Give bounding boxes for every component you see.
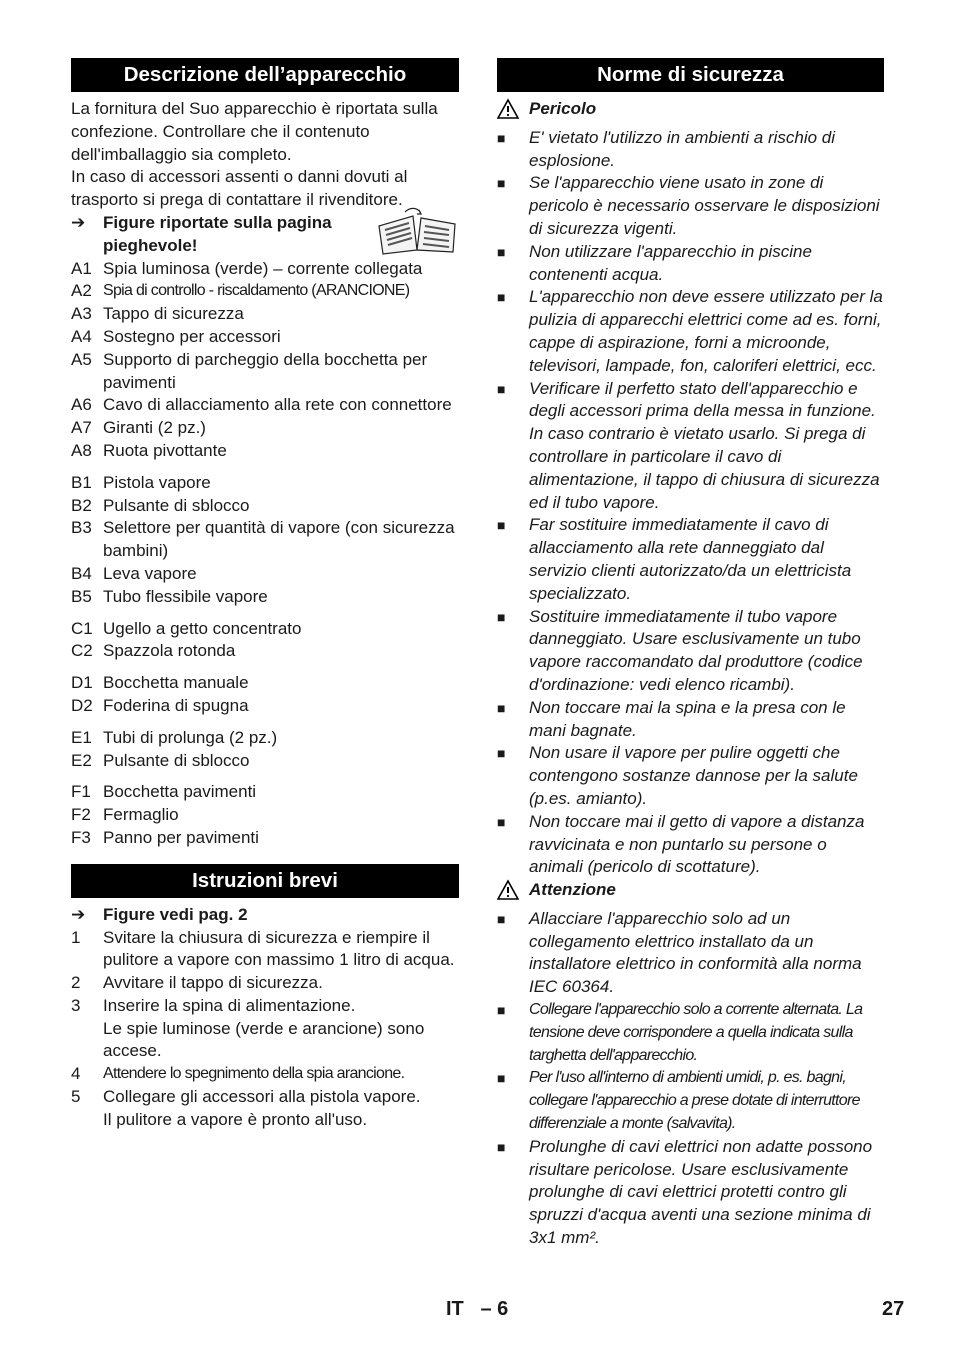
quick-instructions-section bbox=[71, 864, 459, 1132]
bullet-square-icon: ■ bbox=[497, 1138, 506, 1155]
right-column bbox=[497, 58, 884, 1250]
bullet-square-icon: ■ bbox=[497, 517, 506, 534]
step-item: 4 Attendere lo spegnimento della spia arancione. bbox=[71, 1064, 405, 1084]
steps-list bbox=[71, 927, 459, 1132]
list-item: ■ Non utilizzare l'apparecchio in piscine contenenti acqua. bbox=[497, 241, 884, 287]
footer-language-page: IT – 6 bbox=[446, 1298, 509, 1320]
bullet-square-icon: ■ bbox=[497, 699, 506, 716]
figure-hint-text: Figure riportate sulla pagina pieghevole! bbox=[103, 212, 332, 255]
list-item: ■ Per l'uso all'interno di ambienti umidi, p. es. bagni, collegare l'apparecchio a prese dotate di interruttore differenziale a monte (salvavita). bbox=[497, 1067, 884, 1135]
bullet-square-icon: ■ bbox=[497, 243, 506, 260]
step-item: 2 Avvitare il tappo di sicurezza. bbox=[71, 973, 323, 993]
list-item: A5 Supporto di parcheggio della bocchetta per pavimenti bbox=[71, 349, 428, 392]
list-item: ■ Non toccare mai il getto di vapore a distanza ravvicinata e non puntarlo su persone o animali (pericolo di scottature). bbox=[497, 811, 884, 879]
list-item: D1 Bocchetta manuale bbox=[71, 673, 249, 693]
bullet-square-icon: ■ bbox=[497, 289, 506, 306]
bullet-square-icon: ■ bbox=[497, 129, 506, 146]
list-item: F2 Fermaglio bbox=[71, 805, 179, 825]
step-item: 3 Inserire la spina di alimentazione. Le spie luminose (verde e arancione) sono accese. bbox=[71, 995, 425, 1061]
list-item: C2 Spazzola rotonda bbox=[71, 641, 236, 661]
list-item: B4 Leva vapore bbox=[71, 563, 197, 583]
bullet-square-icon: ■ bbox=[497, 608, 506, 625]
warning-triangle-icon bbox=[497, 98, 519, 120]
step-item: 1 Svitare la chiusura di sicurezza e riempire il pulitore a vapore con massimo 1 litro di acqua. bbox=[71, 927, 455, 970]
caution-heading: Attenzione bbox=[497, 879, 884, 908]
list-item: ■ Non toccare mai la spina e la presa con le mani bagnate. bbox=[497, 697, 884, 743]
list-item: B3 Selettore per quantità di vapore (con sicurezza bambini) bbox=[71, 518, 455, 561]
section-heading-description: Descrizione dell’apparecchio bbox=[71, 58, 459, 92]
folded-book-icon bbox=[375, 206, 459, 256]
list-item: A6 Cavo di allacciamento alla rete con connettore bbox=[71, 395, 452, 415]
parts-group-d bbox=[71, 672, 459, 718]
parts-group-b bbox=[71, 472, 459, 609]
list-item: A8 Ruota pivottante bbox=[71, 440, 227, 460]
arrow-right-icon: ➔ bbox=[71, 904, 86, 924]
list-item: F3 Panno per pavimenti bbox=[71, 827, 259, 847]
list-item: ■ Allacciare l'apparecchio solo ad un collegamento elettrico installato da un installatore elettrico in conformità alla norma IEC 60364. bbox=[497, 908, 884, 999]
bullet-square-icon: ■ bbox=[497, 745, 506, 762]
list-item: B1 Pistola vapore bbox=[71, 472, 211, 492]
list-item: A3 Tappo di sicurezza bbox=[71, 304, 244, 324]
parts-group-a bbox=[71, 258, 459, 463]
list-item: ■ L'apparecchio non deve essere utilizzato per la pulizia di apparecchi elettrici come ad es. forni, cappe di aspirazione, forni a microonde, televisori, lampade, fon, caloriferi elettrici, ecc. bbox=[497, 286, 884, 377]
list-item: C1 Ugello a getto concentrato bbox=[71, 618, 302, 638]
list-item: A7 Giranti (2 pz.) bbox=[71, 418, 206, 438]
bullet-square-icon: ■ bbox=[497, 1070, 506, 1087]
warning-triangle-icon bbox=[497, 879, 519, 901]
steps-hint bbox=[71, 904, 459, 927]
intro-paragraph-2: In caso di accessori assenti o danni dovuti al trasporto si prega di contattare il rivenditore. bbox=[71, 167, 408, 210]
parts-group-e bbox=[71, 727, 459, 773]
list-item: ■ Non usare il vapore per pulire oggetti che contengono sostanze dannose per la salute (p.es. amianto). bbox=[497, 742, 884, 810]
parts-group-c bbox=[71, 618, 459, 664]
danger-heading: Pericolo bbox=[497, 98, 884, 127]
list-item: A1 Spia luminosa (verde) – corrente collegata bbox=[71, 258, 423, 278]
list-item: ■ Sostituire immediatamente il tubo vapore danneggiato. Usare esclusivamente un tubo vapore raccomandato dal produttore (codice d'ordinazione: vedi elenco ricambi). bbox=[497, 606, 884, 697]
bullet-square-icon: ■ bbox=[497, 910, 506, 927]
list-item: A2 Spia di controllo - riscaldamento (ARANCIONE) bbox=[71, 281, 410, 301]
list-item: F1 Bocchetta pavimenti bbox=[71, 782, 257, 802]
list-item: ■ Prolunghe di cavi elettrici non adatte possono risultare pericolose. Usare esclusivamente prolunghe di cavi elettrici protetti contro gli spruzzi d'acqua aventi una sezione minima di 3x1 mm². bbox=[497, 1136, 884, 1250]
list-item: B2 Pulsante di sblocco bbox=[71, 495, 250, 515]
danger-list bbox=[497, 98, 884, 1250]
parts-group-f bbox=[71, 781, 459, 849]
bullet-square-icon: ■ bbox=[497, 175, 506, 192]
steps-hint-text: Figure vedi pag. 2 bbox=[103, 904, 248, 924]
list-item: ■ Collegare l'apparecchio solo a corrente alternata. La tensione deve corrispondere a quella indicata sulla targhetta dell'apparecchio. bbox=[497, 999, 884, 1067]
intro-paragraph-1: La fornitura del Suo apparecchio è riportata sulla confezione. Controllare che il contenuto dell'imballaggio sia completo. bbox=[71, 99, 438, 164]
page-number: 27 bbox=[882, 1298, 905, 1320]
section-heading-safety: Norme di sicurezza bbox=[497, 58, 884, 92]
list-item: ■ Se l'apparecchio viene usato in zone di pericolo è necessario osservare le disposizioni di sicurezza vigenti. bbox=[497, 172, 884, 240]
step-item: 5 Collegare gli accessori alla pistola vapore. Il pulitore a vapore è pronto all'uso. bbox=[71, 1087, 421, 1129]
bullet-square-icon: ■ bbox=[497, 380, 506, 397]
left-column bbox=[71, 58, 459, 1132]
section-heading-quick-instructions: Istruzioni brevi bbox=[71, 864, 459, 898]
arrow-right-icon: ➔ bbox=[71, 212, 86, 232]
list-item: ■ E' vietato l'utilizzo in ambienti a rischio di esplosione. bbox=[497, 127, 884, 173]
list-item: E1 Tubi di prolunga (2 pz.) bbox=[71, 727, 278, 747]
bullet-square-icon: ■ bbox=[497, 813, 506, 830]
list-item: ■ Verificare il perfetto stato dell'apparecchio e degli accessori prima della messa in funzione. In caso contrario è vietato usarlo. Si prega di controllare in particolare il cavo di alimentazione, il tappo di chiusura di sicurezza ed il tubo vapore. bbox=[497, 378, 884, 515]
figure-hint bbox=[71, 212, 459, 258]
list-item: D2 Foderina di spugna bbox=[71, 695, 249, 715]
list-item: ■ Far sostituire immediatamente il cavo di allacciamento alla rete danneggiato dal servizio clienti autorizzato/da un elettricista specializzato. bbox=[497, 514, 884, 605]
list-item: E2 Pulsante di sblocco bbox=[71, 750, 250, 770]
list-item: A4 Sostegno per accessori bbox=[71, 326, 281, 346]
list-item: B5 Tubo flessibile vapore bbox=[71, 586, 268, 606]
bullet-square-icon: ■ bbox=[497, 1002, 506, 1019]
